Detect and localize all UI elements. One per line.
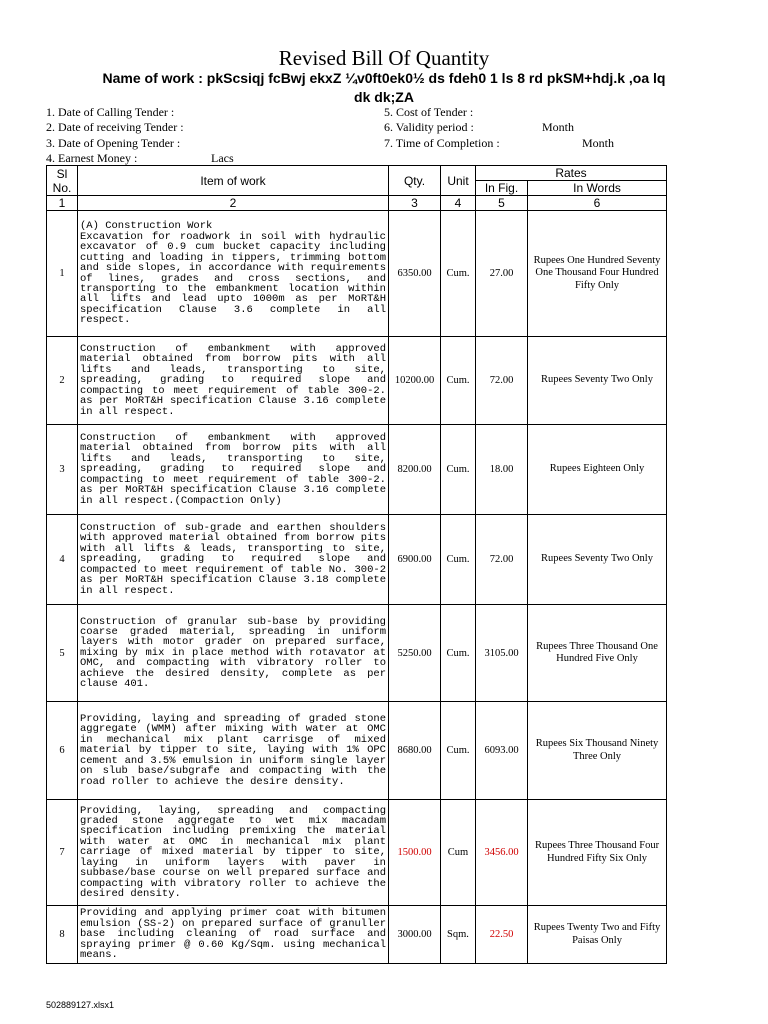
table-row [47,425,667,515]
col-number: 3 [389,196,441,211]
boq-table [46,165,667,964]
table-row [47,605,667,702]
header-item-of-work: Item of work [78,166,389,196]
row-rate-fig: 18.00 [476,425,528,515]
row-unit: Cum. [441,605,476,702]
row-sl: 1 [47,211,78,337]
row-rate-words: Rupees One Hundred Seventy One Thousand Four Hundred Fifty Only [528,211,667,337]
row-sl: 5 [47,605,78,702]
row-sl: 4 [47,515,78,605]
row-rate-words: Rupees Seventy Two Only [528,515,667,605]
row-rate-words: Rupees Six Thousand Ninety Three Only [528,702,667,800]
table-row [47,515,667,605]
row-rate-fig: 3456.00 [476,800,528,906]
row-qty: 6900.00 [389,515,441,605]
row-description: Construction of sub-grade and earthen shoulders with approved material obtained from borrow pits with all lifts & leads, transporting to site, spreading, grading to required slope and compacted to meet requirement of table No. 300-2 as per MoRT&H specification Clause 3.18 complete in all respect. [78,515,389,605]
page-title: Revised Bill Of Quantity [278,46,490,70]
row-rate-fig: 22.50 [476,906,528,964]
row-rate-fig: 27.00 [476,211,528,337]
header-in-words: In Words [528,181,667,196]
meta-opening-tender: 3. Date of Opening Tender : [46,136,181,150]
row-rate-words: Rupees Three Thousand One Hundred Five Only [528,605,667,702]
table-row [47,337,667,425]
meta-earnest-money: 4. Earnest Money : [46,151,138,165]
row-rate-fig: 3105.00 [476,605,528,702]
col-number: 6 [528,196,667,211]
footer-filename: 502889127.xlsx1 [46,1000,115,1010]
meta-validity: 6. Validity period : [384,120,474,134]
row-qty: 10200.00 [389,337,441,425]
row-qty: 3000.00 [389,906,441,964]
header-rates: Rates [476,166,667,181]
name-of-work-line1: Name of work : pkScsiqj fcBwj ekxZ ¼v0ft0ek0½ ds fdeh0 1 ls 8 rd pkSM+hdj.k ,oa lq [102,70,666,86]
row-description: (A) Construction Work Excavation for roadwork in soil with hydraulic excavator of 0.9 cum bucket capacity including cutting and loading in tippers, trimming bottom and side slopes, in accordance with requirements of lines, grades and cross sections, and transporting to the embankment location within all lifts and lead upto 1000m as per MoRT&H specification Clause 3.6 complete in all respect. [78,211,389,337]
row-unit: Sqm. [441,906,476,964]
row-rate-fig: 6093.00 [476,702,528,800]
col-number: 5 [476,196,528,211]
col-number: 2 [78,196,389,211]
row-qty: 6350.00 [389,211,441,337]
row-unit: Cum. [441,702,476,800]
table-row [47,702,667,800]
row-description: Providing and applying primer coat with bitumen emulsion (SS-2) on prepared surface of granuller base including cleaning of road surface and spraying primer @ 0.60 Kg/Sqm. using mechanical means. [78,906,389,964]
meta-earnest-unit: Lacs [211,151,234,165]
table-row [47,211,667,337]
row-qty: 8200.00 [389,425,441,515]
meta-completion-unit: Month [582,136,615,150]
row-unit: Cum [441,800,476,906]
row-rate-fig: 72.00 [476,337,528,425]
header-in-fig: In Fig. [476,181,528,196]
row-rate-words: Rupees Seventy Two Only [528,337,667,425]
col-number: 4 [441,196,476,211]
header-sl-no: Sl No. [47,166,78,196]
row-sl: 2 [47,337,78,425]
row-qty: 1500.00 [389,800,441,906]
row-sl: 8 [47,906,78,964]
header-qty: Qty. [389,166,441,196]
col-number: 1 [47,196,78,211]
row-description: Providing, laying, spreading and compacting graded stone aggregate to wet mix macadam specification including premixing the material with water at OMC in mechanical mix plant carriage of mixed material by tipper to site, laying in uniform layers with paver in subbase/base course on well prepared surface and compacting with vibratory roller to achieve the desired density. [78,800,389,906]
row-unit: Cum. [441,211,476,337]
row-qty: 8680.00 [389,702,441,800]
meta-cost-tender: 5. Cost of Tender : [384,105,474,119]
row-unit: Cum. [441,515,476,605]
meta-validity-unit: Month [542,120,575,134]
meta-receiving-tender: 2. Date of receiving Tender : [46,120,184,134]
row-description: Construction of granular sub-base by providing coarse graded material, spreading in uniform layers with motor grader on prepared surface, mixing by mix in place method with rotavator at OMC, and compacting with vibratory roller to achieve the desired density, complete as per clause 401. [78,605,389,702]
row-description: Providing, laying and spreading of graded stone aggregate (WMM) after mixing with water at OMC in mechanical mix plant carrisge of mixed material by tipper to site, laying with 1% OPC cement and 3.5% emulsion in uniform single layer on slub base/subgrafe and compacting with the road roller to achieve the desire density. [78,702,389,800]
row-unit: Cum. [441,425,476,515]
row-description: Construction of embankment with approved material obtained from borrow pits with all lifts and leads, transporting to site, spreading, grading to required slope and compacting to meet requirement of table 300-2. as per MoRT&H specification Clause 3.16 complete in all respect. [78,337,389,425]
meta-completion: 7. Time of Completion : [384,136,500,150]
row-rate-fig: 72.00 [476,515,528,605]
table-row [47,800,667,906]
row-unit: Cum. [441,337,476,425]
header-unit: Unit [441,166,476,196]
row-sl: 3 [47,425,78,515]
row-sl: 6 [47,702,78,800]
row-qty: 5250.00 [389,605,441,702]
row-rate-words: Rupees Twenty Two and Fifty Paisas Only [528,906,667,964]
row-rate-words: Rupees Eighteen Only [528,425,667,515]
row-description: Construction of embankment with approved material obtained from borrow pits with all lifts and leads, transporting to site, spreading, grading to required slope and compacting to meet requirement of table 300-2. as per MoRT&H specification Clause 3.16 complete in all respect.(Compaction Only) [78,425,389,515]
table-row [47,906,667,964]
meta-calling-tender: 1. Date of Calling Tender : [46,105,175,119]
row-sl: 7 [47,800,78,906]
name-of-work-line2: dk dk;ZA [354,89,414,105]
row-rate-words: Rupees Three Thousand Four Hundred Fifty Six Only [528,800,667,906]
